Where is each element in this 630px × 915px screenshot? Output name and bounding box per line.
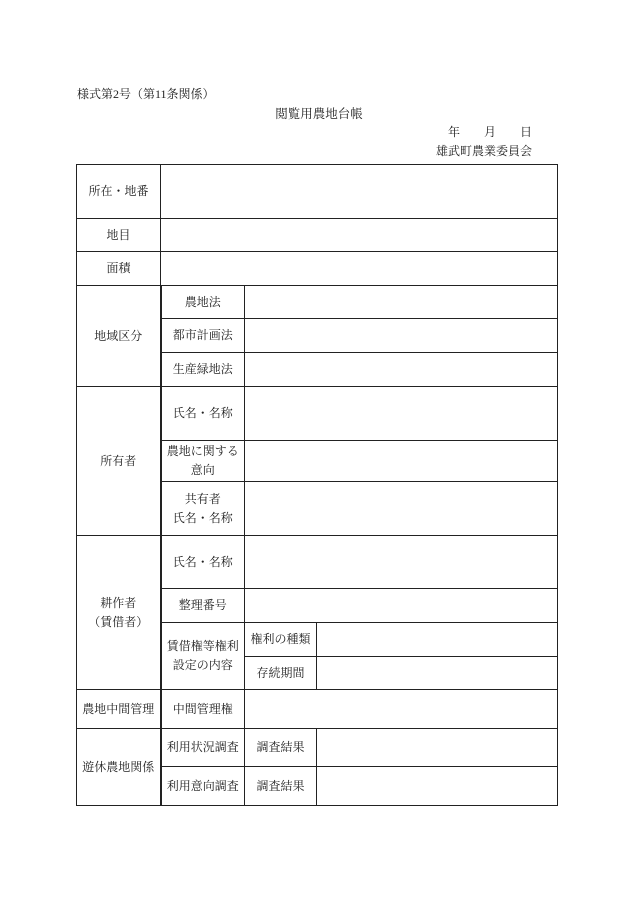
intention-survey-label: 利用意向調査 [161, 767, 245, 806]
duration-value-cell [317, 657, 558, 690]
city-planning-act-value-cell [245, 319, 558, 353]
co-owner-name-label: 共有者 氏名・名称 [161, 482, 245, 536]
right-type-label: 権利の種類 [245, 623, 317, 657]
duration-label: 存続期間 [245, 657, 317, 690]
table-row [77, 387, 558, 441]
location-value-cell [161, 165, 558, 219]
date-line: 年 月 日 [447, 125, 532, 139]
owner-name-label: 氏名・名称 [161, 387, 245, 441]
farmland-ledger-table [76, 164, 558, 806]
table-row [77, 286, 558, 319]
land-category-label: 地目 [77, 219, 161, 252]
lease-rights-label: 賃借権等権利 設定の内容 [161, 623, 245, 690]
cultivator-label: 耕作者 （賃借者） [77, 536, 161, 690]
form-number: 様式第2号（第11条関係） [77, 87, 215, 101]
usage-survey-label: 利用状況調査 [161, 729, 245, 767]
table-row [77, 165, 558, 219]
co-owner-name-value-cell [245, 482, 558, 536]
table-row [77, 729, 558, 767]
intermediate-management-right-label: 中間管理権 [161, 690, 245, 729]
intention-survey-result-value-cell [317, 767, 558, 806]
intention-survey-result-label: 調査結果 [245, 767, 317, 806]
table-row [77, 536, 558, 589]
farmland-act-label: 農地法 [161, 286, 245, 319]
area-value-cell [161, 252, 558, 286]
location-label: 所在・地番 [77, 165, 161, 219]
owner-intention-label: 農地に関する 意向 [161, 441, 245, 482]
usage-survey-result-value-cell [317, 729, 558, 767]
land-category-value-cell [161, 219, 558, 252]
reference-number-label: 整理番号 [161, 589, 245, 623]
cultivator-name-label: 氏名・名称 [161, 536, 245, 589]
right-type-value-cell [317, 623, 558, 657]
intermediate-management-label: 農地中間管理 [77, 690, 161, 729]
reference-number-value-cell [245, 589, 558, 623]
area-label: 面積 [77, 252, 161, 286]
table-row [77, 690, 558, 729]
farmland-act-value-cell [245, 286, 558, 319]
owner-name-value-cell [245, 387, 558, 441]
document-title: 閲覧用農地台帳 [275, 107, 363, 121]
table-row [77, 252, 558, 286]
productive-green-act-value-cell [245, 353, 558, 387]
owner-intention-value-cell [245, 441, 558, 482]
issuer: 雄武町農業委員会 [435, 144, 532, 158]
city-planning-act-label: 都市計画法 [161, 319, 245, 353]
usage-survey-result-label: 調査結果 [245, 729, 317, 767]
intermediate-management-value-cell [245, 690, 558, 729]
idle-farmland-label: 遊休農地関係 [77, 729, 161, 806]
owner-label: 所有者 [77, 387, 161, 536]
cultivator-name-value-cell [245, 536, 558, 589]
table-row [77, 219, 558, 252]
zoning-label: 地域区分 [77, 286, 161, 387]
productive-green-act-label: 生産緑地法 [161, 353, 245, 387]
